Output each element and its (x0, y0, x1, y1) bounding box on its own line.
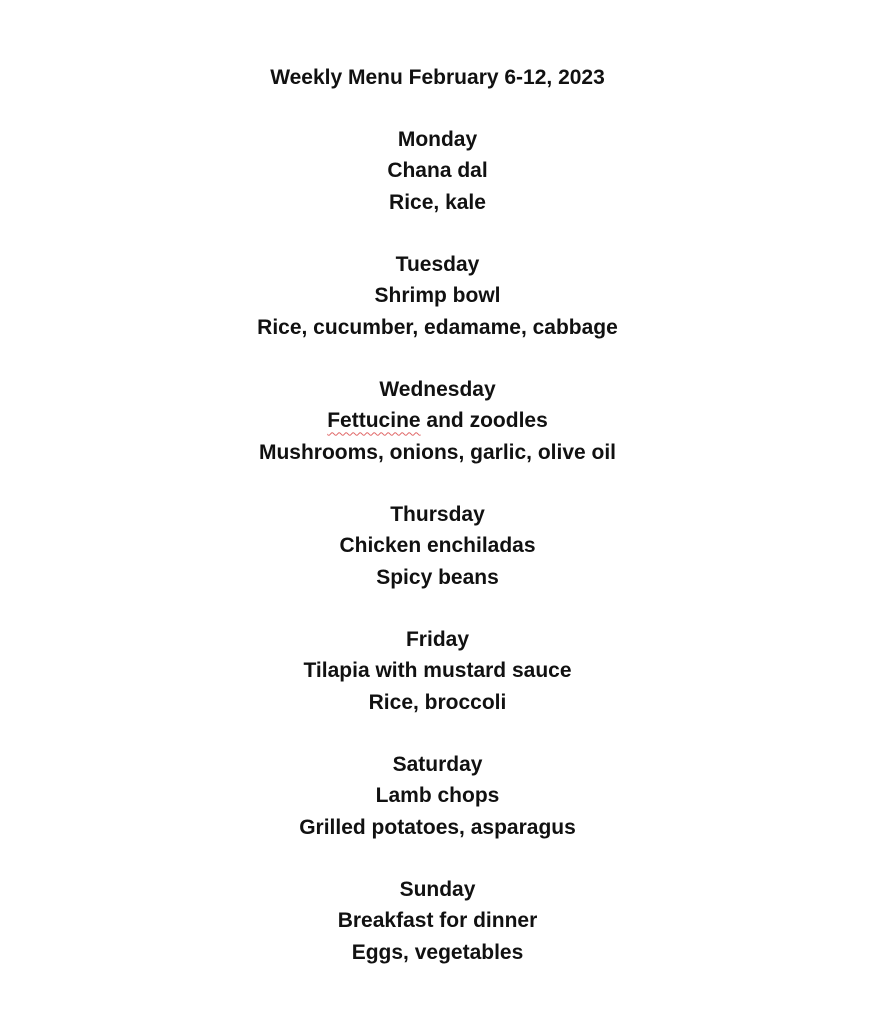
day-name: Tuesday (395, 253, 480, 276)
day-block-friday (0, 624, 875, 718)
main-dish: Breakfast for dinner (337, 909, 538, 933)
main-dish: Chana dal (387, 159, 488, 183)
side-dishes: Spicy beans (376, 565, 499, 589)
day-block-tuesday (0, 249, 875, 343)
side-dishes: Rice, kale (389, 190, 486, 214)
day-name: Friday (405, 628, 470, 651)
day-block-monday (0, 124, 875, 218)
side-dishes: Eggs, vegetables (351, 940, 524, 964)
day-name: Thursday (390, 503, 485, 526)
side-dishes: Rice, cucumber, edamame, cabbage (257, 315, 618, 339)
day-block-wednesday (0, 374, 875, 468)
side-dishes: Grilled potatoes, asparagus (299, 815, 576, 839)
main-dish: Tilapia with mustard sauce (303, 659, 572, 683)
day-name: Wednesday (379, 378, 496, 401)
side-dishes: Rice, broccoli (368, 690, 507, 714)
day-block-saturday (0, 749, 875, 843)
day-block-sunday (0, 874, 875, 968)
spellcheck-flagged-word[interactable]: Fettucine (327, 409, 421, 433)
day-block-thursday (0, 499, 875, 593)
main-dish (0, 405, 875, 436)
main-dish: Lamb chops (375, 784, 500, 808)
day-name: Sunday (399, 878, 476, 901)
day-name: Monday (397, 128, 478, 151)
menu-title: Weekly Menu February 6-12, 2023 (270, 66, 605, 89)
day-name: Saturday (392, 753, 483, 776)
main-dish: Shrimp bowl (374, 284, 501, 308)
main-dish-rest: and zoodles (420, 409, 548, 433)
side-dishes: Mushrooms, onions, garlic, olive oil (258, 440, 617, 464)
main-dish: Chicken enchiladas (339, 534, 536, 558)
